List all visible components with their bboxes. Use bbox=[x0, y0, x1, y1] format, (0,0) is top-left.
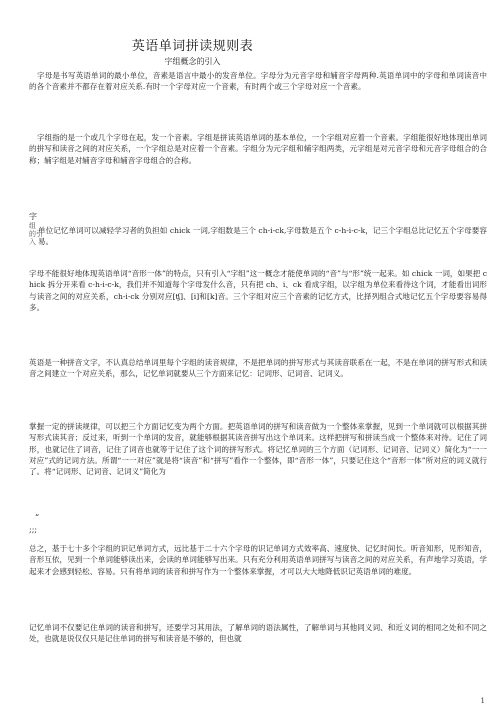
paragraph-6-quote-mark: “ bbox=[35, 513, 40, 522]
paragraph-1 bbox=[29, 70, 487, 93]
page-number: 1 bbox=[480, 697, 485, 705]
paragraph-1-text: 字母是书写英语单词的最小单位，音素是语言中最小的发音单位。字母分为元音字母和辅音字母两种.英语单词中的字母和单词读音中的各个音素并不都存在着对应关系.有时一个字母对应一个音素，有时两个或三个字母对应一个音素。 bbox=[29, 71, 487, 92]
paragraph-6 bbox=[29, 421, 487, 477]
paragraph-5 bbox=[29, 357, 487, 380]
paragraph-4-text: 字母不能很好地体现英语单词“音形一体”的特点，只有引入“字组”这一概念才能使单词的“音”与“形”统一起来。如 chick 一词，如果把 chick 拆分开来看 c-h-i-c-k，我们并不知道每个字母发什么音，只有把 ch、i、ck 看成字组，以字组为单位来看待这个词，才能看出词形与读音之间的对应关系，ch-i-ck 分别对应[ʧ]、[i]和[k]音。三个字组对应三个音素的记忆方式，比择列组合式地记忆五个字母要容易得多。 bbox=[29, 269, 487, 312]
paragraph-2-text: 字组指的是一个或几个字母在起，发一个音素。字组是拼读英语单词的基本单位，一个字组对应着一个音素。字组能很好地体现出单词的拼写和读音之间的对应关系，一个字组总是对应着一个音素。字组分为元字组和辅字组两类，元字组是对元音字母和元音字母组合的合称；辅字组是对辅音字母和辅音字母组合的合称。 bbox=[29, 133, 487, 165]
paragraph-4 bbox=[29, 268, 487, 313]
paragraph-8 bbox=[29, 622, 487, 645]
paragraph-7-text: 总之，基于七十多个字组的识记单词方式，远比基于二十六个字母的识记单词方式效率高、速度快、记忆时间长。听音知形，见形知音，音形互依，见到一个单词能够读出来，会读的单词能够写出来。只有充分利用英语单词拼写与读音之间的对应关系，有声地学习英语，学起来才会感到轻松、容易。只有将单词的读音和拼写作为一个整体来掌握，才可以大大地降低识记英语单词的难度。 bbox=[29, 544, 487, 576]
document-title: 英语单词拼读规则表 bbox=[131, 39, 254, 54]
paragraph-2 bbox=[29, 132, 487, 166]
paragraph-8-text: 记忆单词不仅要记住单词的读音和拼写，还要学习其用法，了解单词的语法属性，了解单词与其他同义词、和近义词的相同之处和不同之处，也就是说仅仅只是记住单词的拼写和读音是不够的，但也就 bbox=[29, 623, 487, 644]
paragraph-5-text: 英语是一种拼音文字，不认真总结单词里每个字组的读音规律，不是把单词的拼写形式与其读音联系在一起，不是在单词的拼写形式和读音之间建立一个对应关系，那么，记忆单词就要从三个方面来记忆：记词形、记词音、记词义。 bbox=[29, 358, 487, 379]
paragraph-7 bbox=[29, 543, 487, 577]
paragraph-3-text: 单位记忆单词可以减轻学习者的负担如 chick 一词,字组数是三个 ch-i-ck,字母数是五个 c-h-i-c-k，记三个字组总比记忆五个字母要容易。 bbox=[38, 226, 487, 247]
paragraph-6-text: 掌握一定的拼读规律，可以把三个方面记忆变为两个方面。把英语单词的拼写和读音做为一个整体来掌握，见到一个单词就可以根据其拼写形式读其音；反过来，听到一个单词的发音，就能够根据其读音拼写出这个单词来。这样把拼写和拼读当成一个整体来对待。记住了词形，也就记住了词音，记住了词音也就等于记住了这个词的拼写形式。将记忆单词的三个方面（记词形、记词音、记词义）简化为“一一对应”式的记词方法。所谓“一一对应”就是将“读音”和“拼写”看作一个整体，即“音形一体”，只要记住这个“音形一体”所对应的词义就行了。将“记词形、记词音、记词义”简化为 bbox=[29, 422, 487, 477]
section-subtitle: 字组概念的引入 bbox=[164, 57, 221, 66]
paragraph-6-end-mark: ;;; bbox=[29, 525, 38, 534]
side-character: 字 bbox=[29, 212, 37, 221]
paragraph-3 bbox=[38, 225, 487, 248]
side-overlay-text: 组 的引 入 bbox=[29, 222, 43, 246]
